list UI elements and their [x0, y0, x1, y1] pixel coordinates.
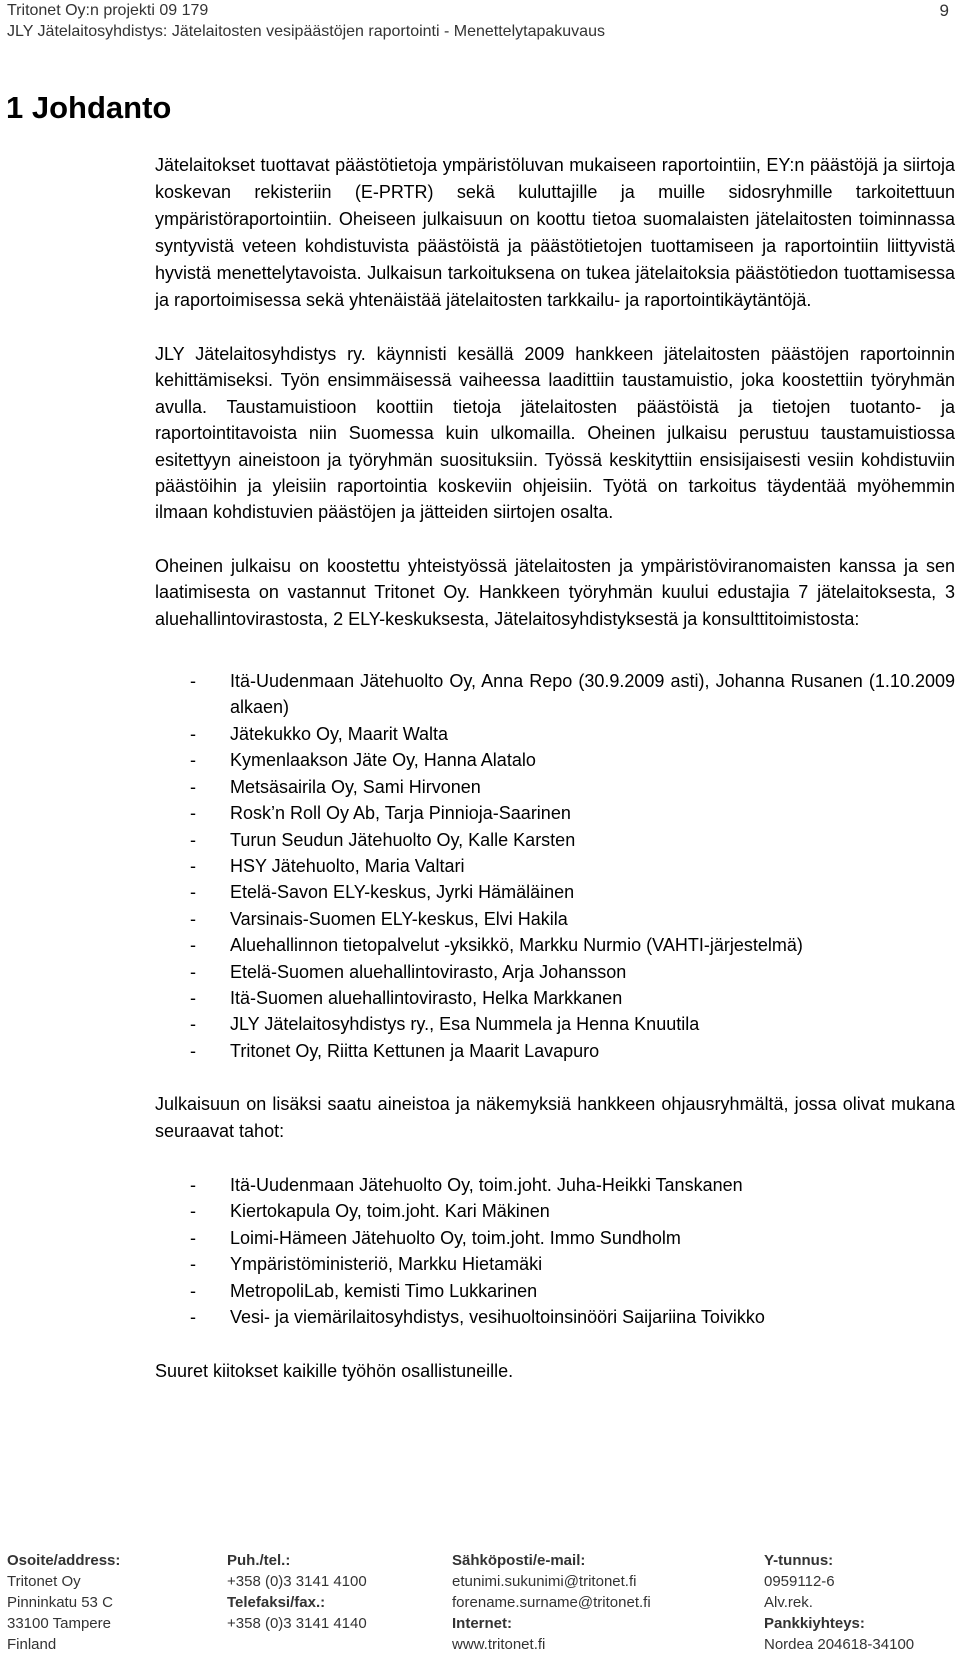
- list-item: [155, 1278, 955, 1304]
- list-item-text: Aluehallinnon tietopalvelut -yksikkö, Markku Nurmio (VAHTI-järjestelmä): [230, 935, 803, 956]
- list-dash: -: [190, 776, 196, 797]
- footer-website-link[interactable]: www.tritonet.fi: [452, 1636, 546, 1653]
- paragraph-thanks: Suuret kiitokset kaikille työhön osallistuneille.: [155, 1361, 514, 1382]
- footer-address: [7, 1550, 120, 1655]
- footer-phone-number: +358 (0)3 3141 4100: [227, 1573, 367, 1590]
- footer-email-2[interactable]: forename.surname@tritonet.fi: [452, 1594, 651, 1611]
- list-item: [155, 827, 955, 853]
- footer-vat: Alv.rek.: [764, 1594, 813, 1611]
- list-dash: -: [190, 829, 196, 850]
- paragraph-project: JLY Jätelaitosyhdistys ry. käynnisti kesällä 2009 hankkeen jätelaitosten päästöjen raportoinnin kehittämiseksi. Työn ensimmäisessä vaiheessa laadittiin taustamuistio, joka koostettiin työryhmän avulla. Taustamuistioon koottiin tietoja jätelaitosten päästöistä ja tietojen tuotanto- ja raportointitavoista niin Suomessa kuin ulkomailla. Oheinen julkaisu perustuu taustamuistiossa esitettyyn aineistoon ja työryhmän suosituksiin. Työssä keskityttiin ensisijaisesti vesiin kohdistuviin päästöihin ja yleisiin raportointia koskeviin ohjeisiin. Työtä on tarkoitus täydentää myöhemmin ilmaan kohdistuvien päästöjen ja jätteiden siirtojen osalta.: [155, 344, 955, 523]
- list-item-text: Metsäsairila Oy, Sami Hirvonen: [230, 776, 481, 797]
- list-dash: -: [190, 1254, 196, 1275]
- list-dash: -: [190, 1201, 196, 1222]
- section-heading: 1 Johdanto: [6, 90, 172, 125]
- list-item: [155, 1304, 955, 1330]
- list-dash: -: [190, 671, 196, 692]
- list-item-text: Ympäristöministeriö, Markku Hietamäki: [230, 1254, 543, 1275]
- list-dash: -: [190, 1040, 196, 1061]
- list-item-text: Rosk’n Roll Oy Ab, Tarja Pinnioja-Saarinen: [230, 803, 571, 824]
- list-item-text: Varsinais-Suomen ELY-keskus, Elvi Hakila: [230, 908, 568, 929]
- list-item: [155, 1251, 955, 1277]
- list-dash: -: [190, 935, 196, 956]
- list-dash: -: [190, 987, 196, 1008]
- document-body: [155, 152, 955, 1385]
- list-dash: -: [190, 723, 196, 744]
- list-item-text: Itä-Suomen aluehallintovirasto, Helka Markkanen: [230, 987, 623, 1008]
- footer-address-line: 33100 Tampere: [7, 1615, 111, 1632]
- page-number: 9: [939, 1, 949, 20]
- list-item-text: Vesi- ja viemärilaitosyhdistys, vesihuoltoinsinööri Saijariina Toivikko: [230, 1307, 765, 1327]
- footer-address-line: Tritonet Oy: [7, 1573, 81, 1590]
- list-item-text: Jätekukko Oy, Maarit Walta: [230, 723, 449, 744]
- footer-email-label: Sähköposti/e-mail:: [452, 1552, 586, 1569]
- header-title: JLY Jätelaitosyhdistys: Jätelaitosten vesipäästöjen raportointi - Menettelytapakuvaus: [7, 23, 605, 40]
- list-item: [155, 721, 955, 747]
- footer-business-id: 0959112-6: [764, 1573, 835, 1590]
- list-item-text: Kymenlaakson Jäte Oy, Hanna Alatalo: [230, 750, 536, 771]
- footer-contact: [452, 1550, 651, 1655]
- list-dash: -: [190, 855, 196, 876]
- list-item-text: Tritonet Oy, Riitta Kettunen ja Maarit Lavapuro: [230, 1040, 600, 1061]
- list-item: [155, 1225, 955, 1251]
- list-item: [155, 747, 955, 773]
- footer-bank-label: Pankkiyhteys:: [764, 1615, 865, 1632]
- paragraph-intro: Jätelaitokset tuottavat päästötietoja ympäristöluvan mukaiseen raportointiin, EY:n päästöjä ja siirtoja koskevan rekisteriin (E-PRTR) sekä kuluttajille ja muille sidosryhmille tarkoitettuun ympäristöraportointiin. Oheiseen julkaisuun on koottu tietoa suomalaisten jätelaitosten toiminnassa syntyvistä veteen kohdistuvista päästöistä ja päästötietojen tuottamiseen ja raportointiin liittyvistä hyvistä menettelytavoista. Julkaisun tarkoituksena on tukea jätelaitoksia päästötiedon tuottamisessa ja raportoimisessa sekä yhtenäistää jätelaitosten tarkkailu- ja raportointikäytäntöjä.: [155, 155, 955, 310]
- list-dash: -: [190, 750, 196, 771]
- list-item-text: Loimi-Hämeen Jätehuolto Oy, toim.joht. Immo Sundholm: [230, 1227, 681, 1248]
- list-dash: -: [190, 803, 196, 824]
- list-dash: -: [190, 961, 196, 982]
- list-dash: -: [190, 1174, 196, 1195]
- list-item: [155, 668, 955, 721]
- list-item: [155, 906, 955, 932]
- list-item: [155, 853, 955, 879]
- footer-internet-label: Internet:: [452, 1615, 512, 1632]
- list-dash: -: [190, 1307, 196, 1327]
- working-group-list: [155, 668, 955, 1064]
- list-dash: -: [190, 882, 196, 903]
- list-item-text: JLY Jätelaitosyhdistys ry., Esa Nummela ja Henna Knuutila: [230, 1014, 700, 1035]
- footer-email-1[interactable]: etunimi.sukunimi@tritonet.fi: [452, 1573, 637, 1590]
- list-item-text: HSY Jätehuolto, Maria Valtari: [230, 855, 465, 876]
- footer-bank: Nordea 204618-34100: [764, 1636, 915, 1653]
- list-item-text: Etelä-Suomen aluehallintovirasto, Arja Johansson: [230, 961, 627, 982]
- steering-group-list: [155, 1172, 955, 1330]
- list-item: [155, 1011, 955, 1037]
- list-dash: -: [190, 1014, 196, 1035]
- list-item-text: MetropoliLab, kemisti Timo Lukkarinen: [230, 1280, 538, 1301]
- footer-business-id-label: Y-tunnus:: [764, 1552, 834, 1569]
- list-item: [155, 1198, 955, 1224]
- footer-fax-number: +358 (0)3 3141 4140: [227, 1615, 367, 1632]
- list-item-text: Etelä-Savon ELY-keskus, Jyrki Hämäläinen: [230, 882, 575, 903]
- footer-address-line: Pinninkatu 53 C: [7, 1594, 113, 1611]
- list-item: [155, 879, 955, 905]
- list-item-text: Itä-Uudenmaan Jätehuolto Oy, Anna Repo (30.9.2009 asti), Johanna Rusanen (1.10.2009 alkaen): [230, 671, 955, 718]
- list-item-text: Itä-Uudenmaan Jätehuolto Oy, toim.joht. Juha-Heikki Tanskanen: [230, 1174, 743, 1195]
- list-item: [155, 959, 955, 985]
- paragraph-steering-group: Julkaisuun on lisäksi saatu aineistoa ja näkemyksiä hankkeen ohjausryhmältä, jossa olivat mukana seuraavat tahot:: [155, 1094, 955, 1141]
- footer-phone-label: Puh./tel.:: [227, 1552, 291, 1569]
- list-item: [155, 985, 955, 1011]
- list-dash: -: [190, 1280, 196, 1301]
- footer-phone: [227, 1550, 367, 1634]
- list-dash: -: [190, 1227, 196, 1248]
- footer-address-label: Osoite/address:: [7, 1552, 121, 1569]
- footer-business: [764, 1550, 914, 1655]
- list-item: [155, 800, 955, 826]
- list-item: [155, 774, 955, 800]
- list-item-text: Kiertokapula Oy, toim.joht. Kari Mäkinen: [230, 1201, 550, 1222]
- list-item-text: Turun Seudun Jätehuolto Oy, Kalle Karsten: [230, 829, 576, 850]
- header-project: Tritonet Oy:n projekti 09 179: [7, 2, 209, 19]
- list-item: [155, 1172, 955, 1198]
- list-item: [155, 932, 955, 958]
- footer-fax-label: Telefaksi/fax.:: [227, 1594, 326, 1611]
- list-dash: -: [190, 908, 196, 929]
- page-header: [7, 0, 955, 42]
- footer-address-line: Finland: [7, 1636, 57, 1653]
- paragraph-working-group: Oheinen julkaisu on koostettu yhteistyössä jätelaitosten ja ympäristöviranomaisten kanssa ja sen laatimisesta on vastannut Tritonet Oy. Hankkeen työryhmän kuului edustajia 7 jätelaitoksesta, 3 aluehallintovirastosta, 2 ELY-keskuksesta, Jätelaitosyhdistyksestä ja konsulttitoimistosta:: [155, 555, 955, 629]
- list-item: [155, 1038, 955, 1064]
